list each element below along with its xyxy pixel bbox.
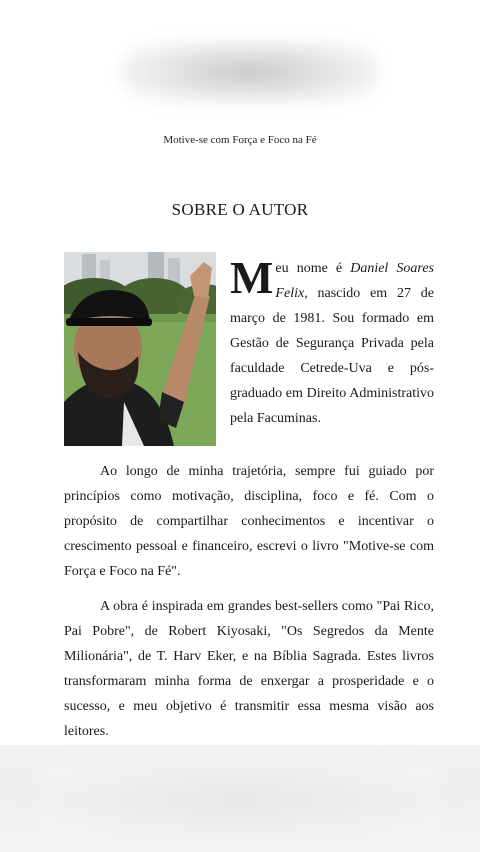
body-text: [64, 459, 434, 754]
intro-paragraph: [230, 252, 434, 431]
author-photo: [64, 252, 216, 446]
body-paragraph-2: A obra é inspirada em grandes best-sellers como "Pai Rico, Pai Pobre", de Robert Kiyosaki, "Os Segredos da Mente Milionária", de T. Harv Eker, e na Bíblia Sagrada. Estes livros transformaram minha forma de enxergar a prosperidade e o sucesso, e meu objetivo é transmitir essa mesma visão aos leitores.: [64, 599, 434, 739]
body-paragraph-1: Ao longo de minha trajetória, sempre fui guiado por princípios como motivação, disciplina, foco e fé. Com o propósito de compartilhar conhecimentos e incentivar o crescimento pessoal e financeiro, escrevi o livro "Motive-se com Força e Foco na Fé".: [64, 464, 434, 579]
intro-text-start: eu nome é: [275, 261, 351, 276]
blurred-bottom-region: [0, 745, 480, 852]
author-name: Daniel Soares Felix: [275, 261, 434, 301]
blurred-top-region: [120, 40, 380, 104]
drop-cap: M: [230, 252, 274, 303]
intro-text-end: , nascido em 27 de março de 1981. Sou formado em Gestão de Segurança Privada pela faculdade Cetrede-Uva e pós-graduado em Direito Administrativo pela Facuminas.: [230, 286, 434, 426]
page-title: SOBRE O AUTOR: [171, 200, 309, 219]
author-photo-illustration: [64, 252, 216, 446]
running-header: Motive-se com Força e Foco na Fé: [163, 134, 317, 146]
